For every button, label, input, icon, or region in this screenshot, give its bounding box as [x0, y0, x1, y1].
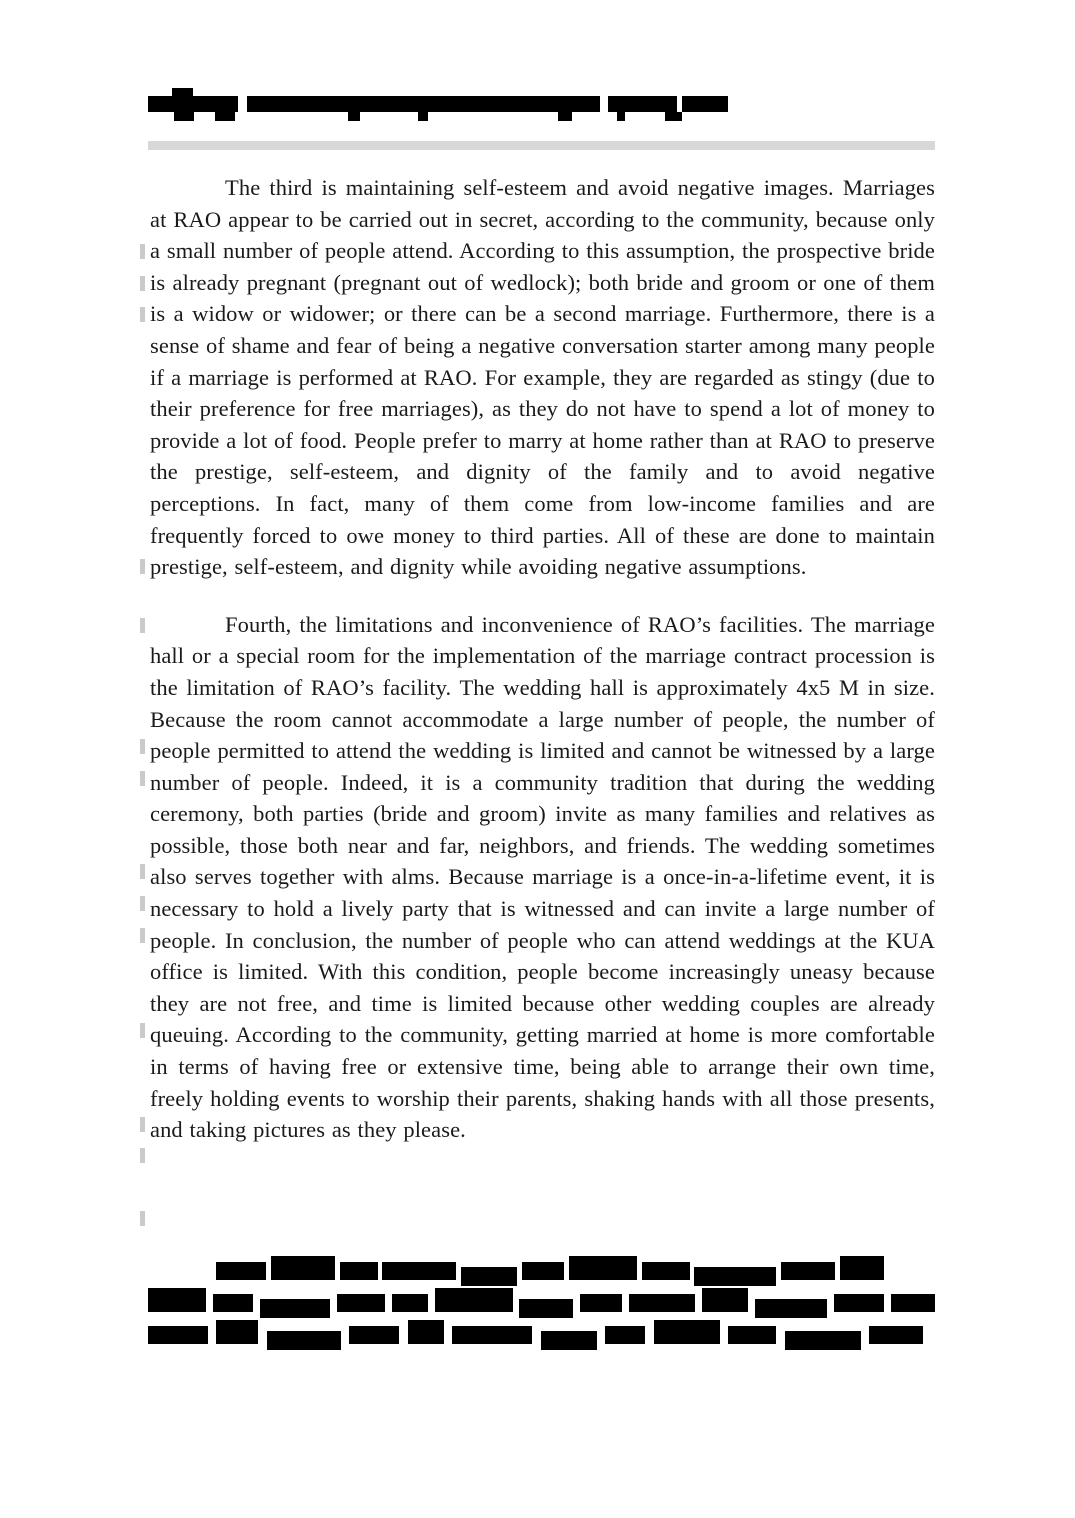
scan-artifact	[140, 896, 145, 911]
redaction-segment	[392, 1294, 428, 1312]
redaction-segment	[337, 1294, 385, 1312]
redaction-segment	[580, 1294, 622, 1312]
redaction-segment	[216, 1320, 258, 1344]
redaction-segment	[728, 1326, 776, 1344]
redaction-segment	[702, 1288, 748, 1312]
redaction-segment	[605, 1326, 645, 1344]
redaction-segment	[271, 1256, 335, 1280]
scan-artifact	[140, 307, 145, 322]
redaction-segment	[654, 1320, 720, 1344]
redaction-segment	[785, 1331, 861, 1350]
redaction-segment	[148, 96, 238, 112]
redacted-text-line	[148, 1288, 935, 1312]
redaction-segment	[148, 1326, 208, 1344]
redacted-text-line	[148, 1256, 884, 1280]
scan-artifact	[140, 739, 145, 754]
redaction-segment	[174, 112, 194, 121]
redaction-segment	[781, 1262, 835, 1280]
redaction-segment	[260, 1299, 330, 1318]
redaction-segment	[519, 1299, 573, 1318]
redaction-segment	[247, 96, 600, 112]
body-text	[150, 172, 935, 1146]
redacted-text-line	[148, 1320, 923, 1344]
scan-artifact	[140, 1148, 145, 1163]
scan-artifact	[140, 244, 145, 259]
scan-artifact	[140, 618, 145, 633]
redaction-segment	[755, 1299, 827, 1318]
redaction-segment	[608, 96, 677, 112]
paragraph-facilities: Fourth, the limitations and inconvenience of RAO’s facilities. The marriage hall or a special room for the implementation of the marriage contract procession is the limitation of RAO’s facility. The wedding hall is approximately 4x5 M in size. Because the room cannot accommodate a large number of people, the number of people permitted to attend the wedding is limited and cannot be witnessed by a large number of people. Indeed, it is a community tradition that during the wedding ceremony, both parties (bride and groom) invite as many families and relatives as possible, those both near and far, neighbors, and friends. The wedding sometimes also serves together with alms. Because marriage is a once-in-a-lifetime event, it is necessary to hold a lively party that is witnessed and can invite a large number of people. In conclusion, the number of people who can attend weddings at the KUA office is limited. With this condition, people become increasingly uneasy because they are not free, and time is limited because other wedding couples are already queuing. According to the community, getting married at home is more comfortable in terms of having free or extensive time, being able to arrange their own time, freely holding events to worship their parents, shaking hands with all those presents, and taking pictures as they please.	[150, 611, 935, 1143]
scan-artifact	[140, 1211, 145, 1226]
header-divider	[148, 141, 935, 150]
redaction-segment	[629, 1294, 695, 1312]
scan-artifact	[140, 276, 145, 291]
redaction-segment	[340, 1262, 378, 1280]
redaction-segment	[642, 1262, 690, 1280]
redaction-segment	[435, 1288, 513, 1312]
redaction-segment	[215, 112, 235, 121]
redaction-segment	[665, 112, 682, 121]
redaction-segment	[558, 112, 572, 121]
scan-artifact	[140, 928, 145, 943]
scan-artifact	[140, 771, 145, 786]
redaction-segment	[694, 1267, 776, 1286]
redaction-segment	[522, 1262, 564, 1280]
redaction-segment	[834, 1294, 884, 1312]
redaction-segment	[216, 1262, 266, 1280]
redacted-header-line	[148, 88, 728, 122]
redaction-segment	[569, 1256, 637, 1280]
redaction-segment	[382, 1262, 456, 1280]
paragraph-self-esteem: The third is maintaining self-esteem and avoid negative images. Marriages at RAO appear to be carried out in secret, according to the community, because only a small number of people attend. According to this assumption, the prospective bride is already pregnant (pregnant out of wedlock); both bride and groom or one of them is a widow or widower; or there can be a second marriage. Furthermore, there is a sense of shame and fear of being a negative conversation starter among many people if a marriage is performed at RAO. For example, they are regarded as stingy (due to their preference for free marriages), as they do not have to spend a lot of money to provide a lot of food. People prefer to marry at home rather than at RAO to preserve the prestige, self-esteem, and dignity of the family and to avoid negative perceptions. In fact, many of them come from low-income families and are frequently forced to owe money to third parties. All of these are done to maintain prestige, self-esteem, and dignity while avoiding negative assumptions.	[150, 175, 935, 580]
redaction-segment	[267, 1331, 341, 1350]
scan-artifact	[140, 1117, 145, 1132]
scan-artifact	[140, 864, 145, 879]
scan-artifact	[140, 1023, 145, 1038]
redaction-segment	[348, 112, 360, 121]
redaction-segment	[148, 1288, 206, 1312]
redaction-segment	[541, 1331, 597, 1350]
redaction-segment	[418, 112, 428, 121]
redaction-segment	[617, 112, 625, 121]
redaction-segment	[172, 88, 193, 98]
redaction-segment	[349, 1326, 399, 1344]
redaction-segment	[682, 96, 728, 112]
redaction-segment	[869, 1326, 923, 1344]
scan-artifact	[140, 559, 145, 574]
redaction-segment	[840, 1256, 884, 1280]
redaction-segment	[408, 1320, 444, 1344]
redaction-segment	[452, 1326, 532, 1344]
redaction-segment	[213, 1294, 253, 1312]
redaction-segment	[461, 1267, 517, 1286]
redacted-footer-paragraph	[148, 1256, 935, 1352]
redaction-segment	[891, 1294, 935, 1312]
